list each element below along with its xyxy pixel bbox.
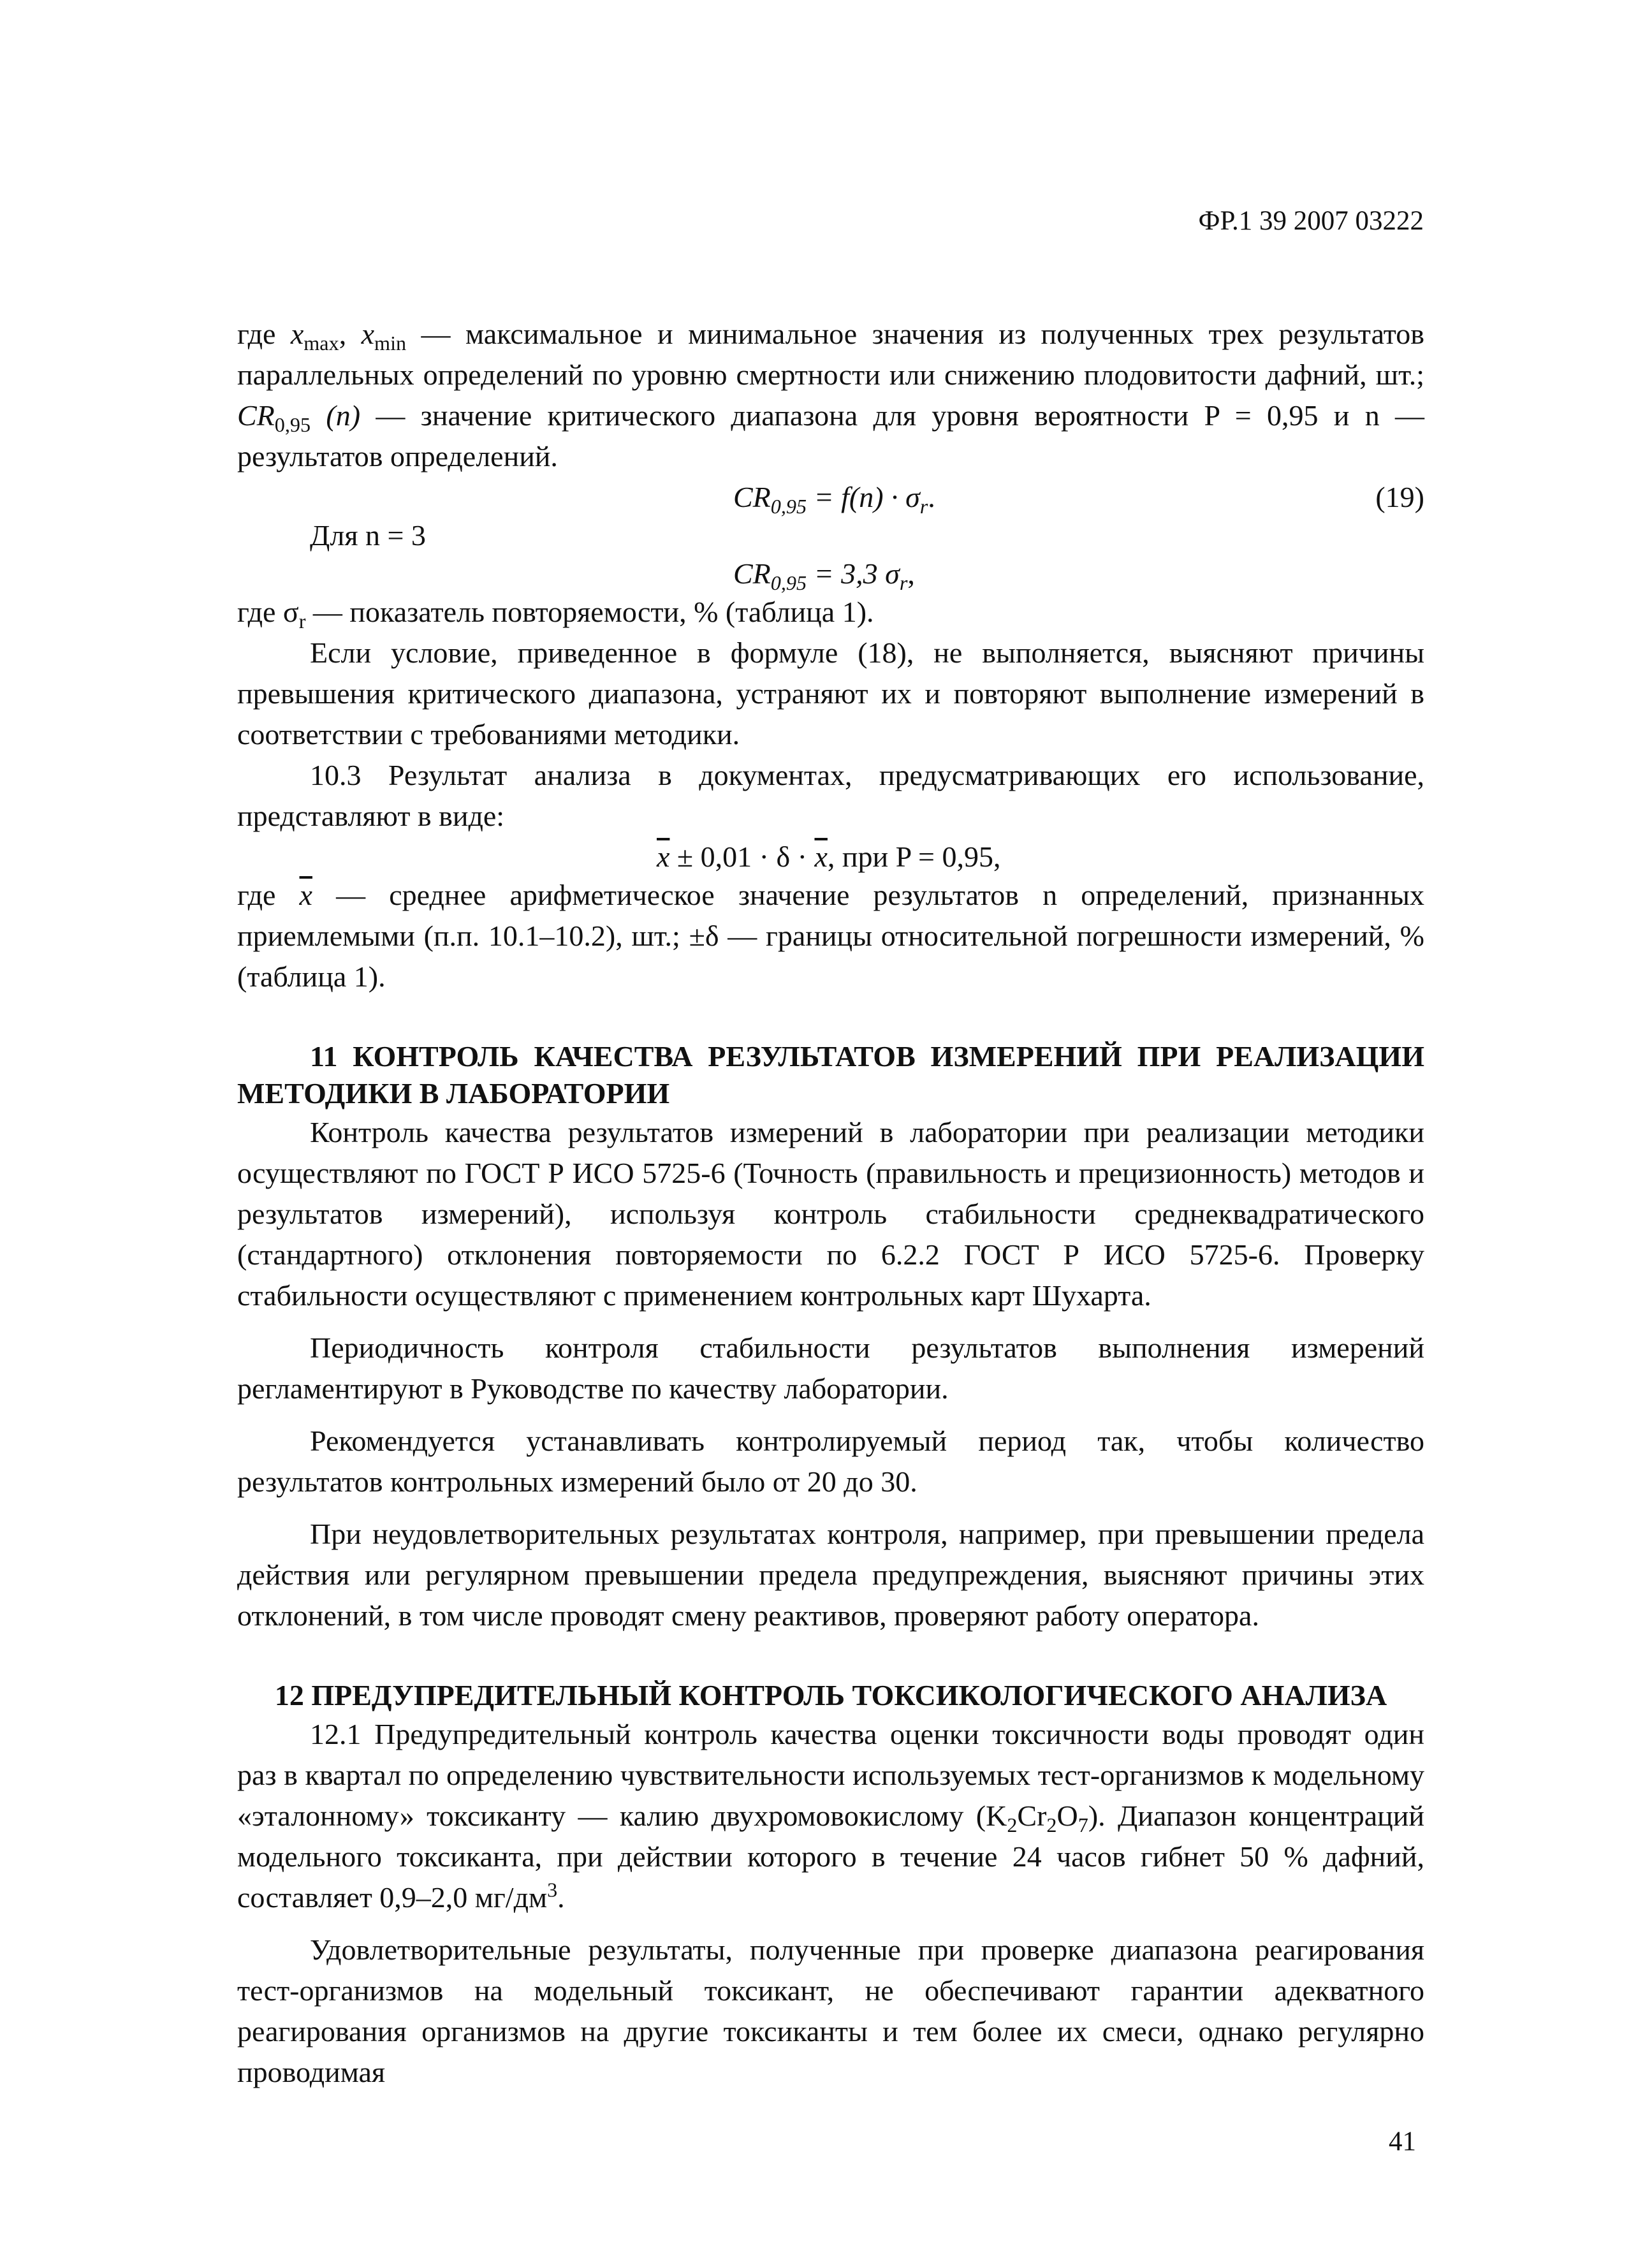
page-number: 41	[1389, 2127, 1416, 2157]
section-11-heading: 11 КОНТРОЛЬ КАЧЕСТВА РЕЗУЛЬТАТОВ ИЗМЕРЕНИЙ ПРИ РЕАЛИЗАЦИИ МЕТОДИКИ В ЛАБОРАТОРИИ	[237, 1040, 1424, 1110]
formula-20-row	[237, 553, 1424, 595]
formula-19: $CR_{0,95} = f(n) \cdot \sigma_r$.	[733, 481, 935, 518]
equation-number: (19)	[1375, 481, 1424, 513]
section-11-paragraph: Рекомендуется устанавливать контролируемый период так, чтобы количество результатов контрольных измерений было от 20 до 30.	[237, 1425, 1424, 1498]
paragraph-where-xmax-xmin: где $x_{max}$, $x_{min}$ — максимальное и минимальное значения из полученных трех результатов параллельных определений по уровню смертности или снижению плодовитости дафний, шт.; $CR_{0,95}$ (n) — значение критического диапазона для уровня вероятности P = 0,95 и n — результатов определений.	[237, 318, 1425, 472]
formula-19-row	[237, 477, 1424, 518]
paragraph-12-2: Удовлетворительные результаты, полученные при проверке диапазона реагирования тест-организмов на модельный токсикант, не обеспечивают гарантии адекватного реагирования организмов на другие токсиканты и тем более их смеси, однако регулярно проводимая	[237, 1933, 1424, 2088]
paragraph-where-xbar: где $\overline{x}$ — среднее арифметическое значение результатов n определений, признанных приемлемыми (п.п. 10.1–10.2), шт.; ±δ — границы относительной погрешности измерений, % (таблица 1).	[237, 879, 1424, 993]
for-n-label: Для n = 3	[310, 519, 426, 552]
section-11-paragraph: Периодичность контроля стабильности результатов выполнения измерений регламентируют в Руководстве по качеству лаборатории.	[237, 1331, 1424, 1405]
section-12-heading: 12 ПРЕДУПРЕДИТЕЛЬНЫЙ КОНТРОЛЬ ТОКСИКОЛОГИЧЕСКОГО АНАЛИЗА	[274, 1679, 1387, 1711]
paragraph-10-3: 10.3 Результат анализа в документах, предусматривающих его использование, представляют в виде:	[237, 759, 1424, 832]
for-n-row	[237, 515, 1424, 553]
paragraph-where-sigma: где $\sigma_r$ — показатель повторяемости, % (таблица 1).	[237, 596, 874, 633]
result-formula: $\overline{x} \pm 0,01 \cdot \delta \cdot \overline{x}$, при P = 0,95,	[657, 840, 1001, 873]
paragraph-12-1: 12.1 Предупредительный контроль качества оценки токсичности воды проводят один раз в квартал по определению чувствительности используемых тест-организмов к модельному «эталонному» токсиканту — калию двухромовокислому $(K_2Cr_2O_7)$. Диапазон концентраций модельного токсиканта, при действии которого в течение 24 часов гибнет 50 % дафний, составляет 0,9–2,0 $мг/дм^3$.	[237, 1718, 1424, 1914]
section-11-paragraph: При неудовлетворительных результатах контроля, например, при превышении предела действия или регулярном превышении предела предупреждения, выясняют причины этих отклонений, в том числе проводят смену реактивов, проверяют работу оператора.	[237, 1518, 1424, 1632]
paragraph-condition: Если условие, приведенное в формуле (18), не выполняется, выясняют причины превышения критического диапазона, устраняют их и повторяют выполнение измерений в соответствии с требованиями методики.	[237, 636, 1424, 751]
document-code: ФР.1 39 2007 03222	[1198, 206, 1424, 236]
result-formula-row	[237, 837, 1424, 875]
formula-cr-3-3: $CR_{0,95} = 3,3$ $\sigma_r$,	[733, 557, 915, 595]
page-content	[237, 314, 1424, 2093]
section-11-paragraph: Контроль качества результатов измерений в лаборатории при реализации методики осуществляют по ГОСТ Р ИСО 5725-6 (Точность (правильность и прецизионность) методов и результатов измерений), используя контроль стабильности среднеквадратического (стандартного) отклонения повторяемости по 6.2.2 ГОСТ Р ИСО 5725-6. Проверку стабильности осуществляют с применением контрольных карт Шухарта.	[237, 1116, 1424, 1312]
